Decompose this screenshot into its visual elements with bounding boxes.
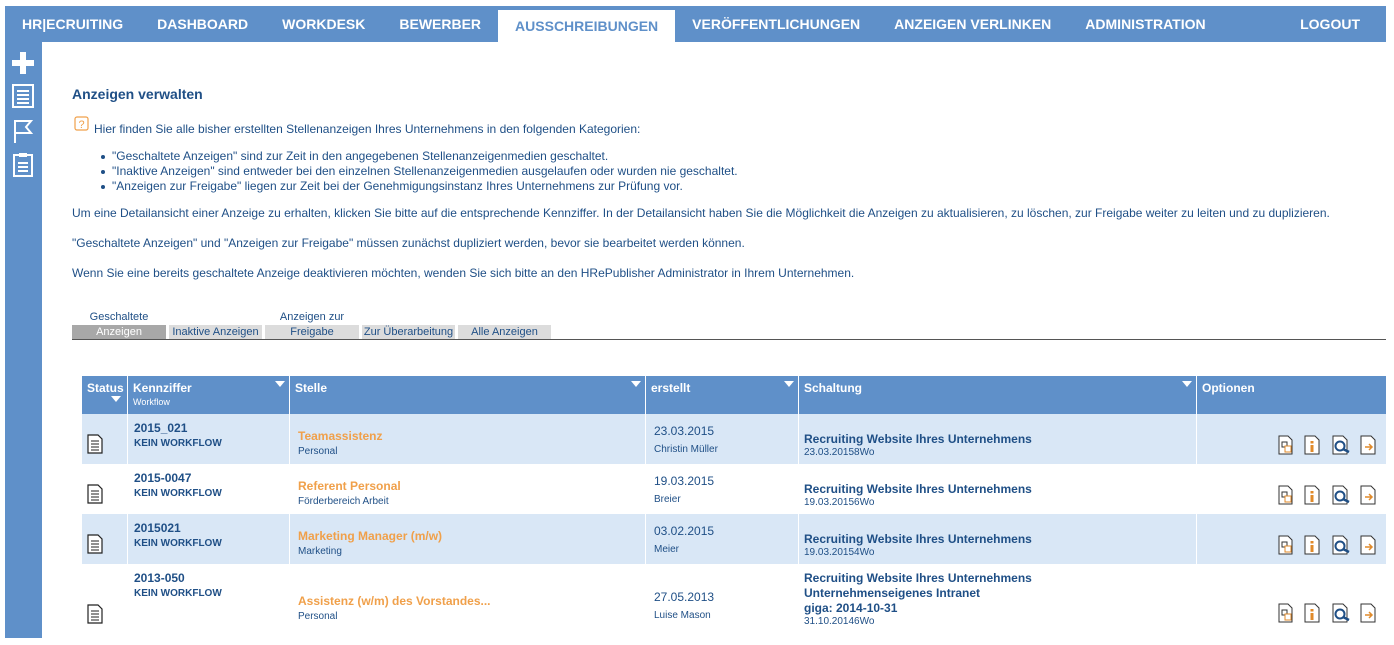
optionen-cell bbox=[1197, 564, 1386, 634]
top-navigation bbox=[5, 6, 1386, 42]
info-paragraph-duplicate: "Geschaltete Anzeigen" und "Anzeigen zur Freigabe" müssen zunächst dupliziert werden, bevor sie bearbeitet werden können. bbox=[72, 236, 745, 250]
column-label: Kennziffer bbox=[133, 381, 192, 395]
tab-alle-anzeigen[interactable] bbox=[458, 310, 551, 340]
column-label: Status bbox=[87, 381, 124, 395]
intro-text: Hier finden Sie alle bisher erstellten Stellenanzeigen Ihres Unternehmens in den folgenden Kategorien: bbox=[94, 122, 641, 136]
workflow-label: KEIN WORKFLOW bbox=[134, 588, 222, 599]
tab-label-top: Anzeigen zur bbox=[279, 311, 345, 323]
tab-zur-ueberarbeitung[interactable] bbox=[362, 310, 455, 340]
stelle-cell bbox=[290, 564, 646, 634]
sidebar bbox=[5, 42, 42, 638]
created-date: 03.02.2015 bbox=[654, 524, 715, 538]
nav-bewerber[interactable]: BEWERBER bbox=[399, 16, 482, 32]
schaltung-medium: Recruiting Website Ihres Unternehmens bbox=[804, 432, 1032, 446]
schaltung-duration: 19.03.20156Wo bbox=[804, 497, 875, 508]
erstellt-cell bbox=[646, 414, 799, 464]
kennziffer-cell bbox=[128, 564, 290, 634]
column-label: erstellt bbox=[651, 381, 691, 395]
optionen-cell bbox=[1197, 514, 1386, 564]
status-cell bbox=[82, 464, 128, 514]
workflow-label: KEIN WORKFLOW bbox=[134, 538, 222, 549]
workflow-label: KEIN WORKFLOW bbox=[134, 488, 222, 499]
plus-icon[interactable] bbox=[9, 49, 37, 77]
document-icon[interactable] bbox=[86, 534, 104, 554]
kennziffer-link[interactable]: 2015021 bbox=[134, 521, 181, 535]
document-icon[interactable] bbox=[86, 434, 104, 454]
column-label: Stelle bbox=[295, 381, 328, 395]
column-kennziffer[interactable] bbox=[128, 376, 290, 414]
schaltung-medium: Unternehmenseigenes Intranet bbox=[804, 586, 981, 600]
export-icon[interactable] bbox=[1359, 603, 1377, 623]
document-icon[interactable] bbox=[86, 484, 104, 504]
duplicate-icon[interactable] bbox=[1277, 485, 1295, 505]
page-title: Anzeigen verwalten bbox=[72, 86, 203, 102]
nav-hrecruiting[interactable]: HR|ECRUITING bbox=[22, 16, 124, 32]
info-paragraph-deactivate: Wenn Sie eine bereits geschaltete Anzeige deaktivieren möchten, wenden Sie sich bitte an den HRePublisher Administrator in Ihrem Unternehmen. bbox=[72, 266, 855, 280]
schaltung-cell bbox=[799, 514, 1197, 564]
sort-icon[interactable] bbox=[631, 381, 641, 387]
column-optionen bbox=[1197, 376, 1386, 414]
erstellt-cell bbox=[646, 514, 799, 564]
main-content bbox=[42, 42, 1386, 638]
status-cell bbox=[82, 564, 128, 634]
info-icon[interactable] bbox=[1303, 535, 1321, 555]
tab-label: Alle Anzeigen bbox=[458, 325, 551, 340]
column-stelle[interactable] bbox=[290, 376, 646, 414]
schaltung-cell bbox=[799, 564, 1197, 634]
nav-anzeigen-verlinken[interactable]: ANZEIGEN VERLINKEN bbox=[894, 16, 1052, 32]
erstellt-cell bbox=[646, 564, 799, 634]
created-date: 23.03.2015 bbox=[654, 424, 715, 438]
erstellt-cell bbox=[646, 464, 799, 514]
status-cell bbox=[82, 414, 128, 464]
flag-icon[interactable] bbox=[9, 117, 37, 145]
stelle-title[interactable]: Assistenz (w/m) des Vorstandes... bbox=[298, 594, 491, 608]
workflow-label: KEIN WORKFLOW bbox=[134, 438, 222, 449]
logout-button[interactable]: LOGOUT bbox=[1300, 16, 1360, 32]
nav-veroeffentlichungen[interactable]: VERÖFFENTLICHUNGEN bbox=[692, 16, 861, 32]
schaltung-medium: Recruiting Website Ihres Unternehmens bbox=[804, 571, 1032, 585]
tab-label-top bbox=[169, 310, 262, 325]
table-row bbox=[82, 414, 1386, 464]
column-schaltung[interactable] bbox=[799, 376, 1197, 414]
tab-label: Inaktive Anzeigen bbox=[169, 325, 262, 340]
optionen-cell bbox=[1197, 464, 1386, 514]
tab-bar bbox=[72, 310, 1386, 340]
schaltung-duration: 19.03.20154Wo bbox=[804, 547, 875, 558]
optionen-cell bbox=[1197, 414, 1386, 464]
duplicate-icon[interactable] bbox=[1277, 603, 1295, 623]
column-label: Optionen bbox=[1202, 381, 1255, 395]
created-by: Christin Müller bbox=[654, 444, 718, 455]
nav-workdesk[interactable]: WORKDESK bbox=[282, 16, 366, 32]
sort-icon[interactable] bbox=[111, 396, 121, 402]
search-icon[interactable] bbox=[1331, 603, 1349, 623]
help-icon bbox=[74, 116, 90, 132]
search-icon[interactable] bbox=[1331, 535, 1349, 555]
created-by: Luise Mason bbox=[654, 610, 711, 621]
sort-icon[interactable] bbox=[275, 381, 285, 387]
svg-text:?: ? bbox=[78, 119, 85, 131]
tab-label: Anzeigen bbox=[72, 325, 166, 340]
tab-label: Freigabe bbox=[265, 325, 359, 340]
tab-divider bbox=[72, 339, 1386, 340]
stelle-cell bbox=[290, 514, 646, 564]
stelle-cell bbox=[290, 414, 646, 464]
list-item: "Anzeigen zur Freigabe" liegen zur Zeit bei der Genehmigungsinstanz Ihres Unternehmens zur Prüfung vor. bbox=[100, 179, 738, 194]
table-row bbox=[82, 514, 1386, 564]
schaltung-medium: giga: 2014-10-31 bbox=[804, 601, 898, 615]
stelle-bereich: Personal bbox=[298, 611, 338, 622]
table-row bbox=[82, 464, 1386, 514]
tab-anzeigen-zur-freigabe[interactable] bbox=[265, 310, 359, 340]
stelle-bereich: Förderbereich Arbeit bbox=[298, 496, 389, 507]
duplicate-icon[interactable] bbox=[1277, 435, 1295, 455]
created-by: Breier bbox=[654, 494, 681, 505]
stelle-title[interactable]: Teamassistenz bbox=[298, 429, 383, 443]
created-date: 27.05.2013 bbox=[654, 590, 715, 604]
export-icon[interactable] bbox=[1359, 485, 1377, 505]
kennziffer-cell bbox=[128, 464, 290, 514]
search-icon[interactable] bbox=[1331, 485, 1349, 505]
schaltung-duration: 23.03.20158Wo bbox=[804, 447, 875, 458]
info-icon[interactable] bbox=[1303, 435, 1321, 455]
category-list bbox=[100, 149, 738, 194]
stelle-title[interactable]: Marketing Manager (m/w) bbox=[298, 529, 443, 543]
schaltung-medium: Recruiting Website Ihres Unternehmens bbox=[804, 532, 1032, 546]
kennziffer-cell bbox=[128, 414, 290, 464]
schaltung-cell bbox=[799, 414, 1197, 464]
tab-inaktive-anzeigen[interactable] bbox=[169, 310, 262, 340]
nav-dashboard[interactable]: DASHBOARD bbox=[157, 16, 249, 32]
duplicate-icon[interactable] bbox=[1277, 535, 1295, 555]
table-header bbox=[82, 376, 1386, 414]
stelle-bereich: Marketing bbox=[298, 546, 342, 557]
column-sublabel: Workflow bbox=[133, 397, 170, 407]
list-item: "Inaktive Anzeigen" sind entweder bei den einzelnen Stellenanzeigenmedien ausgelaufen oder wurden nie geschaltet. bbox=[100, 164, 738, 179]
tab-label-top: Geschaltete bbox=[89, 311, 149, 323]
stelle-bereich: Personal bbox=[298, 446, 338, 457]
column-erstellt[interactable] bbox=[646, 376, 799, 414]
schaltung-duration: 31.10.20146Wo bbox=[804, 616, 875, 627]
info-paragraph-detail: Um eine Detailansicht einer Anzeige zu erhalten, klicken Sie bitte auf die entsprechende Kennziffer. In der Detailansicht haben Sie die Möglichkeit die Anzeigen zu aktualisieren, zu löschen, zur Freigabe weiter zu leiten und zu duplizieren. bbox=[72, 206, 1330, 220]
kennziffer-link[interactable]: 2015-0047 bbox=[134, 471, 192, 485]
tab-label-top bbox=[362, 310, 455, 325]
list-icon[interactable] bbox=[9, 82, 37, 110]
stelle-cell bbox=[290, 464, 646, 514]
schaltung-cell bbox=[799, 464, 1197, 514]
clipboard-icon[interactable] bbox=[9, 151, 37, 179]
export-icon[interactable] bbox=[1359, 435, 1377, 455]
kennziffer-link[interactable]: 2015_021 bbox=[134, 421, 188, 435]
list-item: "Geschaltete Anzeigen" sind zur Zeit in den angegebenen Stellenanzeigenmedien geschaltet. bbox=[100, 149, 738, 164]
created-date: 19.03.2015 bbox=[654, 474, 715, 488]
tab-label: Zur Überarbeitung bbox=[363, 326, 454, 338]
info-icon[interactable] bbox=[1303, 485, 1321, 505]
document-icon[interactable] bbox=[86, 604, 104, 624]
tab-geschaltete-anzeigen[interactable] bbox=[72, 310, 166, 340]
tab-label-top bbox=[458, 310, 551, 325]
info-icon[interactable] bbox=[1303, 603, 1321, 623]
kennziffer-cell bbox=[128, 514, 290, 564]
stelle-title[interactable]: Referent Personal bbox=[298, 479, 401, 493]
column-status[interactable] bbox=[82, 376, 128, 414]
status-cell bbox=[82, 514, 128, 564]
export-icon[interactable] bbox=[1359, 535, 1377, 555]
created-by: Meier bbox=[654, 544, 680, 555]
nav-ausschreibungen[interactable]: AUSSCHREIBUNGEN bbox=[498, 10, 675, 42]
kennziffer-link[interactable]: 2013-050 bbox=[134, 571, 185, 585]
sort-icon[interactable] bbox=[784, 381, 794, 387]
sort-icon[interactable] bbox=[1182, 381, 1192, 387]
search-icon[interactable] bbox=[1331, 435, 1349, 455]
nav-administration[interactable]: ADMINISTRATION bbox=[1085, 16, 1206, 32]
table-row bbox=[82, 564, 1386, 634]
ads-table bbox=[82, 376, 1386, 634]
column-label: Schaltung bbox=[804, 381, 863, 395]
schaltung-medium: Recruiting Website Ihres Unternehmens bbox=[804, 482, 1032, 496]
